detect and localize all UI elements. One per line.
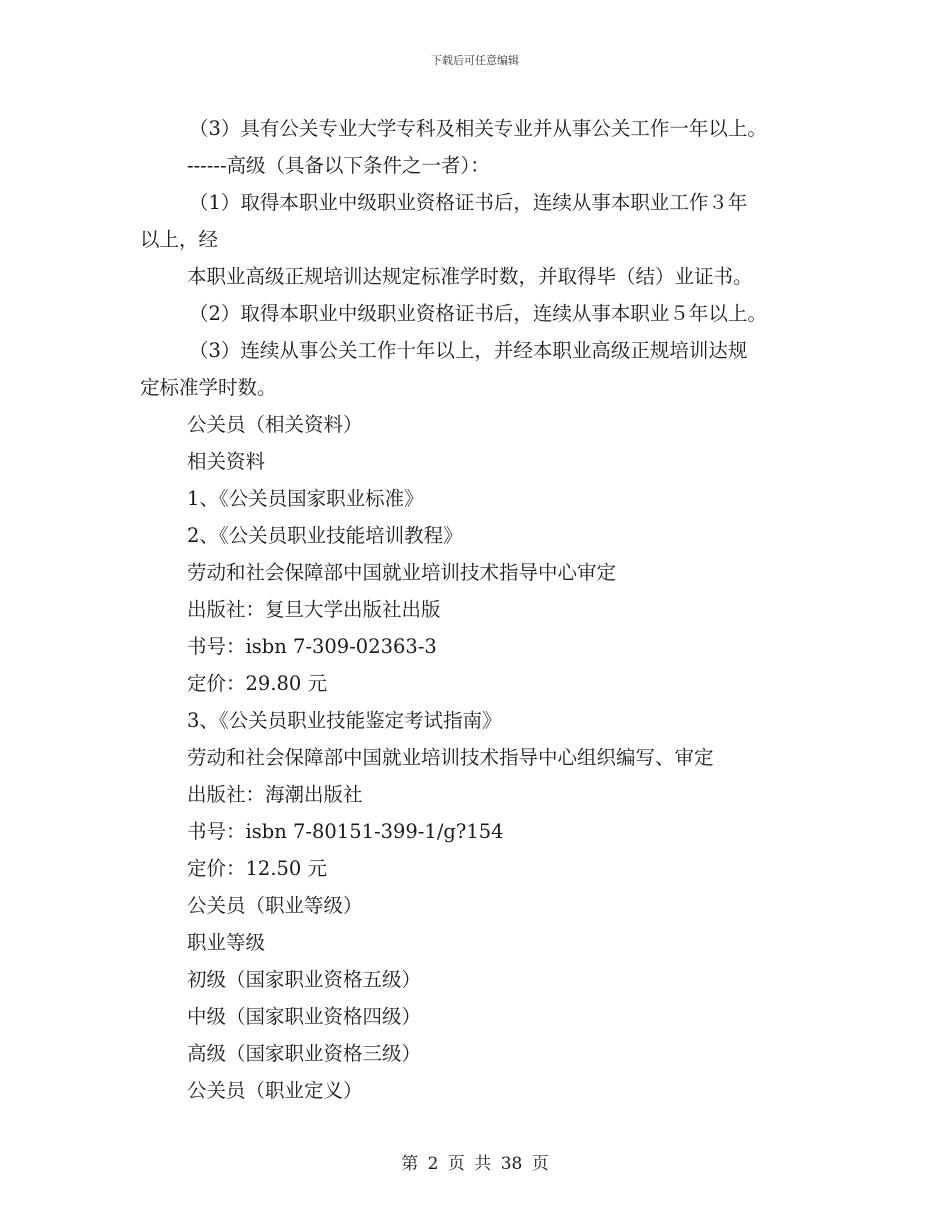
list-item: 中级（国家职业资格四级）	[187, 1005, 422, 1028]
paragraph-line: 以上，经	[140, 228, 219, 251]
list-item: 3、《公关员职业技能鉴定考试指南》	[187, 709, 502, 732]
paragraph-line: 本职业高级正规培训达规定标准学时数，并取得毕（结）业证书。	[187, 265, 753, 288]
paragraph-line: （1）取得本职业中级职业资格证书后，连续从事本职业工作３年	[189, 191, 748, 214]
paragraph-line: （3）具有公关专业大学专科及相关专业并从事公关工作一年以上。	[189, 117, 767, 140]
section-heading: 公关员（相关资料）	[187, 413, 363, 436]
section-heading: 公关员（职业等级）	[187, 894, 363, 917]
paragraph-line: （3）连续从事公关工作十年以上，并经本职业高级正规培训达规	[189, 339, 748, 362]
paragraph-line: 定价：29.80 元	[187, 672, 328, 695]
paragraph-line: ------高级（具备以下条件之一者）：	[187, 154, 490, 177]
list-item: 高级（国家职业资格三级）	[187, 1042, 422, 1065]
page-header-note: 下载后可任意编辑	[431, 54, 519, 67]
section-heading: 公关员（职业定义）	[187, 1079, 363, 1102]
paragraph-line: 出版社：复旦大学出版社出版	[187, 598, 441, 621]
paragraph-line: 书号：isbn 7-80151-399-1/g?154	[187, 820, 504, 843]
document-body	[140, 110, 830, 1109]
paragraph-line: 出版社：海潮出版社	[187, 783, 363, 806]
paragraph-line: 书号：isbn 7-309-02363-3	[187, 635, 437, 658]
paragraph-line: 相关资料	[187, 450, 266, 473]
paragraph-line: （2）取得本职业中级职业资格证书后，连续从事本职业５年以上。	[189, 302, 767, 325]
paragraph-line: 劳动和社会保障部中国就业培训技术指导中心组织编写、审定	[187, 746, 714, 769]
paragraph-line: 职业等级	[187, 931, 266, 954]
paragraph-line: 劳动和社会保障部中国就业培训技术指导中心审定	[187, 561, 617, 584]
list-item: 1、《公关员国家职业标准》	[187, 487, 424, 510]
list-item: 2、《公关员职业技能培训教程》	[187, 524, 463, 547]
paragraph-line: 定标准学时数。	[140, 376, 277, 399]
paragraph-line: 定价：12.50 元	[187, 857, 328, 880]
list-item: 初级（国家职业资格五级）	[187, 968, 422, 991]
page-number: 第 2 页 共 38 页	[401, 1154, 549, 1174]
